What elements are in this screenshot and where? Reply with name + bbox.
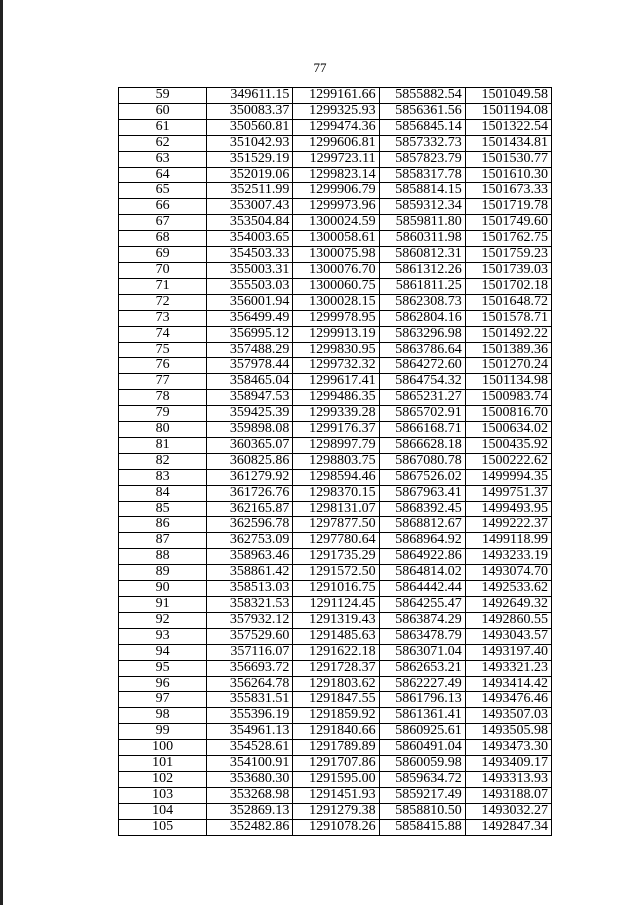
point-number-cell: 64 <box>119 167 207 183</box>
x2-cell: 5862308.73 <box>379 294 465 310</box>
x1-cell: 355503.03 <box>207 278 293 294</box>
y1-cell: 1300075.98 <box>293 247 379 263</box>
y1-cell: 1299161.66 <box>293 88 379 104</box>
y2-cell: 1493313.93 <box>465 771 551 787</box>
y2-cell: 1501762.75 <box>465 231 551 247</box>
y2-cell: 1493188.07 <box>465 787 551 803</box>
x1-cell: 352019.06 <box>207 167 293 183</box>
point-number-cell: 75 <box>119 342 207 358</box>
x1-cell: 356499.49 <box>207 310 293 326</box>
x1-cell: 351042.93 <box>207 135 293 151</box>
y1-cell: 1291707.86 <box>293 756 379 772</box>
x2-cell: 5864442.44 <box>379 581 465 597</box>
point-number-cell: 99 <box>119 724 207 740</box>
y2-cell: 1501134.98 <box>465 374 551 390</box>
x1-cell: 356001.94 <box>207 294 293 310</box>
y2-cell: 1501194.08 <box>465 103 551 119</box>
table-row <box>119 247 552 263</box>
y1-cell: 1300028.15 <box>293 294 379 310</box>
table-row <box>119 215 552 231</box>
x2-cell: 5863874.29 <box>379 612 465 628</box>
x2-cell: 5864255.47 <box>379 597 465 613</box>
x1-cell: 356693.72 <box>207 660 293 676</box>
y2-cell: 1501389.36 <box>465 342 551 358</box>
point-number-cell: 90 <box>119 581 207 597</box>
y2-cell: 1493414.42 <box>465 676 551 692</box>
x2-cell: 5867080.78 <box>379 453 465 469</box>
point-number-cell: 104 <box>119 803 207 819</box>
x2-cell: 5858814.15 <box>379 183 465 199</box>
x2-cell: 5864754.32 <box>379 374 465 390</box>
table-row <box>119 708 552 724</box>
y1-cell: 1299474.36 <box>293 119 379 135</box>
x2-cell: 5863478.79 <box>379 628 465 644</box>
table-row <box>119 342 552 358</box>
point-number-cell: 84 <box>119 485 207 501</box>
point-number-cell: 66 <box>119 199 207 215</box>
y2-cell: 1492860.55 <box>465 612 551 628</box>
x2-cell: 5863296.98 <box>379 326 465 342</box>
y1-cell: 1298131.07 <box>293 501 379 517</box>
x1-cell: 361279.92 <box>207 469 293 485</box>
y1-cell: 1297877.50 <box>293 517 379 533</box>
x1-cell: 357529.60 <box>207 628 293 644</box>
y2-cell: 1501739.03 <box>465 262 551 278</box>
point-number-cell: 83 <box>119 469 207 485</box>
y2-cell: 1493321.23 <box>465 660 551 676</box>
x2-cell: 5858415.88 <box>379 819 465 835</box>
page-number: 77 <box>313 60 327 75</box>
x1-cell: 359898.08 <box>207 422 293 438</box>
x2-cell: 5863071.04 <box>379 644 465 660</box>
x1-cell: 353680.30 <box>207 771 293 787</box>
table-row <box>119 660 552 676</box>
y2-cell: 1501702.18 <box>465 278 551 294</box>
y1-cell: 1299723.11 <box>293 151 379 167</box>
y1-cell: 1291847.55 <box>293 692 379 708</box>
x2-cell: 5868812.67 <box>379 517 465 533</box>
point-number-cell: 103 <box>119 787 207 803</box>
x1-cell: 362596.78 <box>207 517 293 533</box>
x2-cell: 5862227.49 <box>379 676 465 692</box>
y1-cell: 1299973.96 <box>293 199 379 215</box>
y1-cell: 1291451.93 <box>293 787 379 803</box>
point-number-cell: 65 <box>119 183 207 199</box>
x1-cell: 352482.86 <box>207 819 293 835</box>
point-number-cell: 74 <box>119 326 207 342</box>
x2-cell: 5862804.16 <box>379 310 465 326</box>
x2-cell: 5859217.49 <box>379 787 465 803</box>
table-row <box>119 199 552 215</box>
x1-cell: 360825.86 <box>207 453 293 469</box>
x1-cell: 362165.87 <box>207 501 293 517</box>
y2-cell: 1501749.60 <box>465 215 551 231</box>
table-row <box>119 390 552 406</box>
page-left-edge <box>0 0 3 905</box>
x2-cell: 5859634.72 <box>379 771 465 787</box>
y2-cell: 1493043.57 <box>465 628 551 644</box>
y2-cell: 1493197.40 <box>465 644 551 660</box>
y1-cell: 1297780.64 <box>293 533 379 549</box>
table-row <box>119 183 552 199</box>
y1-cell: 1299823.14 <box>293 167 379 183</box>
x2-cell: 5863786.64 <box>379 342 465 358</box>
table-row <box>119 422 552 438</box>
table-row <box>119 374 552 390</box>
table-row <box>119 740 552 756</box>
point-number-cell: 70 <box>119 262 207 278</box>
x2-cell: 5868392.45 <box>379 501 465 517</box>
x1-cell: 357932.12 <box>207 612 293 628</box>
y2-cell: 1501673.33 <box>465 183 551 199</box>
table-row <box>119 628 552 644</box>
point-number-cell: 71 <box>119 278 207 294</box>
y1-cell: 1291572.50 <box>293 565 379 581</box>
table-row <box>119 294 552 310</box>
point-number-cell: 72 <box>119 294 207 310</box>
table-row <box>119 787 552 803</box>
x2-cell: 5866168.71 <box>379 422 465 438</box>
point-number-cell: 97 <box>119 692 207 708</box>
table-row <box>119 692 552 708</box>
y1-cell: 1300060.75 <box>293 278 379 294</box>
point-number-cell: 76 <box>119 358 207 374</box>
y1-cell: 1291728.37 <box>293 660 379 676</box>
y2-cell: 1493032.27 <box>465 803 551 819</box>
x1-cell: 353007.43 <box>207 199 293 215</box>
table-row <box>119 469 552 485</box>
x2-cell: 5861796.13 <box>379 692 465 708</box>
y1-cell: 1298997.79 <box>293 437 379 453</box>
x2-cell: 5859312.34 <box>379 199 465 215</box>
table-row <box>119 151 552 167</box>
y2-cell: 1501610.30 <box>465 167 551 183</box>
x1-cell: 358963.46 <box>207 549 293 565</box>
x1-cell: 354503.33 <box>207 247 293 263</box>
x2-cell: 5864272.60 <box>379 358 465 374</box>
x1-cell: 358861.42 <box>207 565 293 581</box>
x2-cell: 5856361.56 <box>379 103 465 119</box>
x1-cell: 354961.13 <box>207 724 293 740</box>
y2-cell: 1501270.24 <box>465 358 551 374</box>
x2-cell: 5860311.98 <box>379 231 465 247</box>
y1-cell: 1300076.70 <box>293 262 379 278</box>
point-number-cell: 89 <box>119 565 207 581</box>
y1-cell: 1291803.62 <box>293 676 379 692</box>
x2-cell: 5860925.61 <box>379 724 465 740</box>
x1-cell: 350560.81 <box>207 119 293 135</box>
y2-cell: 1501648.72 <box>465 294 551 310</box>
y1-cell: 1291735.29 <box>293 549 379 565</box>
point-number-cell: 79 <box>119 406 207 422</box>
x2-cell: 5865231.27 <box>379 390 465 406</box>
x2-cell: 5868964.92 <box>379 533 465 549</box>
table-row <box>119 565 552 581</box>
point-number-cell: 59 <box>119 88 207 104</box>
table-row <box>119 597 552 613</box>
x1-cell: 354100.91 <box>207 756 293 772</box>
y2-cell: 1501578.71 <box>465 310 551 326</box>
x1-cell: 351529.19 <box>207 151 293 167</box>
x1-cell: 361726.76 <box>207 485 293 501</box>
point-number-cell: 87 <box>119 533 207 549</box>
x1-cell: 353504.84 <box>207 215 293 231</box>
y1-cell: 1291279.38 <box>293 803 379 819</box>
x1-cell: 356264.78 <box>207 676 293 692</box>
y1-cell: 1291622.18 <box>293 644 379 660</box>
point-number-cell: 63 <box>119 151 207 167</box>
point-number-cell: 102 <box>119 771 207 787</box>
y2-cell: 1492649.32 <box>465 597 551 613</box>
x1-cell: 355396.19 <box>207 708 293 724</box>
x1-cell: 358513.03 <box>207 581 293 597</box>
y2-cell: 1501530.77 <box>465 151 551 167</box>
x2-cell: 5858317.78 <box>379 167 465 183</box>
x2-cell: 5856845.14 <box>379 119 465 135</box>
x2-cell: 5861361.41 <box>379 708 465 724</box>
x2-cell: 5867526.02 <box>379 469 465 485</box>
y2-cell: 1493473.30 <box>465 740 551 756</box>
y1-cell: 1299906.79 <box>293 183 379 199</box>
x1-cell: 354003.65 <box>207 231 293 247</box>
table-row <box>119 119 552 135</box>
table-row <box>119 103 552 119</box>
x1-cell: 357488.29 <box>207 342 293 358</box>
table-row <box>119 676 552 692</box>
x2-cell: 5861312.26 <box>379 262 465 278</box>
x1-cell: 352869.13 <box>207 803 293 819</box>
x2-cell: 5867963.41 <box>379 485 465 501</box>
x1-cell: 353268.98 <box>207 787 293 803</box>
x1-cell: 357978.44 <box>207 358 293 374</box>
table-row <box>119 135 552 151</box>
table-row <box>119 278 552 294</box>
point-number-cell: 100 <box>119 740 207 756</box>
point-number-cell: 92 <box>119 612 207 628</box>
y1-cell: 1291595.00 <box>293 771 379 787</box>
y2-cell: 1500983.74 <box>465 390 551 406</box>
y2-cell: 1499118.99 <box>465 533 551 549</box>
point-number-cell: 93 <box>119 628 207 644</box>
y2-cell: 1501759.23 <box>465 247 551 263</box>
table-row <box>119 756 552 772</box>
point-number-cell: 101 <box>119 756 207 772</box>
point-number-cell: 61 <box>119 119 207 135</box>
x1-cell: 358321.53 <box>207 597 293 613</box>
point-number-cell: 77 <box>119 374 207 390</box>
table-row <box>119 803 552 819</box>
y2-cell: 1499222.37 <box>465 517 551 533</box>
x1-cell: 354528.61 <box>207 740 293 756</box>
table-row <box>119 262 552 278</box>
y1-cell: 1298594.46 <box>293 469 379 485</box>
y1-cell: 1299978.95 <box>293 310 379 326</box>
point-number-cell: 105 <box>119 819 207 835</box>
x2-cell: 5866628.18 <box>379 437 465 453</box>
x2-cell: 5864922.86 <box>379 549 465 565</box>
point-number-cell: 88 <box>119 549 207 565</box>
point-number-cell: 69 <box>119 247 207 263</box>
y2-cell: 1492533.62 <box>465 581 551 597</box>
y2-cell: 1499994.35 <box>465 469 551 485</box>
table-row <box>119 358 552 374</box>
table-row <box>119 326 552 342</box>
x2-cell: 5855882.54 <box>379 88 465 104</box>
table-row <box>119 644 552 660</box>
y2-cell: 1501492.22 <box>465 326 551 342</box>
x2-cell: 5860812.31 <box>379 247 465 263</box>
coordinates-table <box>118 87 552 836</box>
y2-cell: 1493409.17 <box>465 756 551 772</box>
y1-cell: 1300024.59 <box>293 215 379 231</box>
y2-cell: 1493505.98 <box>465 724 551 740</box>
y2-cell: 1501719.78 <box>465 199 551 215</box>
table-row <box>119 453 552 469</box>
y2-cell: 1493233.19 <box>465 549 551 565</box>
point-number-cell: 68 <box>119 231 207 247</box>
table-row <box>119 724 552 740</box>
point-number-cell: 86 <box>119 517 207 533</box>
y1-cell: 1291789.89 <box>293 740 379 756</box>
x1-cell: 355003.31 <box>207 262 293 278</box>
y2-cell: 1501049.58 <box>465 88 551 104</box>
y2-cell: 1493507.03 <box>465 708 551 724</box>
x1-cell: 362753.09 <box>207 533 293 549</box>
x2-cell: 5860059.98 <box>379 756 465 772</box>
x1-cell: 357116.07 <box>207 644 293 660</box>
table-row <box>119 581 552 597</box>
y1-cell: 1299339.28 <box>293 406 379 422</box>
y1-cell: 1291124.45 <box>293 597 379 613</box>
table-row <box>119 517 552 533</box>
y1-cell: 1291859.92 <box>293 708 379 724</box>
x2-cell: 5859811.80 <box>379 215 465 231</box>
x2-cell: 5865702.91 <box>379 406 465 422</box>
y2-cell: 1501322.54 <box>465 119 551 135</box>
x2-cell: 5861811.25 <box>379 278 465 294</box>
y1-cell: 1299913.19 <box>293 326 379 342</box>
table-row <box>119 612 552 628</box>
y1-cell: 1299617.41 <box>293 374 379 390</box>
y1-cell: 1291319.43 <box>293 612 379 628</box>
y2-cell: 1500222.62 <box>465 453 551 469</box>
table-row <box>119 485 552 501</box>
table-row <box>119 437 552 453</box>
y1-cell: 1298803.75 <box>293 453 379 469</box>
table-row <box>119 88 552 104</box>
table-row <box>119 501 552 517</box>
point-number-cell: 85 <box>119 501 207 517</box>
point-number-cell: 67 <box>119 215 207 231</box>
y2-cell: 1500634.02 <box>465 422 551 438</box>
x1-cell: 350083.37 <box>207 103 293 119</box>
point-number-cell: 73 <box>119 310 207 326</box>
x2-cell: 5860491.04 <box>379 740 465 756</box>
y1-cell: 1291016.75 <box>293 581 379 597</box>
coordinates-table-body <box>119 88 552 836</box>
x1-cell: 358465.04 <box>207 374 293 390</box>
y1-cell: 1299606.81 <box>293 135 379 151</box>
table-row <box>119 549 552 565</box>
y2-cell: 1493476.46 <box>465 692 551 708</box>
y1-cell: 1291485.63 <box>293 628 379 644</box>
table-row <box>119 406 552 422</box>
point-number-cell: 78 <box>119 390 207 406</box>
table-row <box>119 231 552 247</box>
point-number-cell: 81 <box>119 437 207 453</box>
point-number-cell: 95 <box>119 660 207 676</box>
y2-cell: 1499493.95 <box>465 501 551 517</box>
y1-cell: 1300058.61 <box>293 231 379 247</box>
table-row <box>119 819 552 835</box>
point-number-cell: 82 <box>119 453 207 469</box>
x1-cell: 355831.51 <box>207 692 293 708</box>
y2-cell: 1492847.34 <box>465 819 551 835</box>
x2-cell: 5857332.73 <box>379 135 465 151</box>
y1-cell: 1299830.95 <box>293 342 379 358</box>
table-row <box>119 167 552 183</box>
x2-cell: 5858810.50 <box>379 803 465 819</box>
y1-cell: 1291078.26 <box>293 819 379 835</box>
y1-cell: 1291840.66 <box>293 724 379 740</box>
y2-cell: 1501434.81 <box>465 135 551 151</box>
y1-cell: 1299732.32 <box>293 358 379 374</box>
y2-cell: 1493074.70 <box>465 565 551 581</box>
point-number-cell: 80 <box>119 422 207 438</box>
x1-cell: 352511.99 <box>207 183 293 199</box>
y1-cell: 1299325.93 <box>293 103 379 119</box>
point-number-cell: 98 <box>119 708 207 724</box>
y1-cell: 1298370.15 <box>293 485 379 501</box>
y1-cell: 1299486.35 <box>293 390 379 406</box>
point-number-cell: 96 <box>119 676 207 692</box>
y2-cell: 1499751.37 <box>465 485 551 501</box>
table-row <box>119 310 552 326</box>
point-number-cell: 94 <box>119 644 207 660</box>
y2-cell: 1500816.70 <box>465 406 551 422</box>
x1-cell: 359425.39 <box>207 406 293 422</box>
point-number-cell: 91 <box>119 597 207 613</box>
x2-cell: 5864814.02 <box>379 565 465 581</box>
x1-cell: 358947.53 <box>207 390 293 406</box>
x1-cell: 349611.15 <box>207 88 293 104</box>
table-row <box>119 533 552 549</box>
point-number-cell: 60 <box>119 103 207 119</box>
x1-cell: 360365.07 <box>207 437 293 453</box>
x2-cell: 5857823.79 <box>379 151 465 167</box>
y2-cell: 1500435.92 <box>465 437 551 453</box>
table-row <box>119 771 552 787</box>
x2-cell: 5862653.21 <box>379 660 465 676</box>
y1-cell: 1299176.37 <box>293 422 379 438</box>
point-number-cell: 62 <box>119 135 207 151</box>
x1-cell: 356995.12 <box>207 326 293 342</box>
